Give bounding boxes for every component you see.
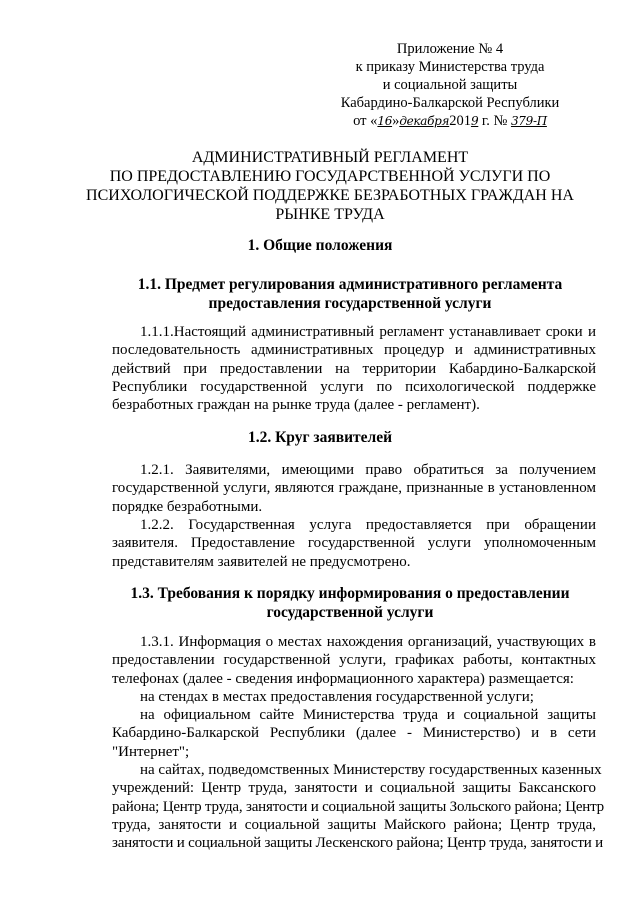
title-line: ПСИХОЛОГИЧЕСКОЙ ПОДДЕРЖКЕ БЕЗРАБОТНЫХ ГРАЖДАН НА bbox=[86, 187, 574, 204]
paragraph-1-1-1: 1.1.1.Настоящий административный регламент устанавливает сроки и последовательность административных процедур и административных действий при предоставлении на территории Кабардино-Балкарской Республики государственной услуги по психологической поддержке безработных граждан на рынке труда (далее - регламент). bbox=[112, 324, 596, 414]
appendix-line: и социальной защиты bbox=[382, 77, 518, 93]
paragraph-1-3-1: 1.3.1. Информация о местах нахождения организаций, участвующих в предоставлении государственной услуги, графиках работы, контактных телефонах (далее - сведения информационного характера) размещается: на стендах в местах предоставления государственной услуги; на официальном сайте Министерства труда и социальной защиты Кабардино-Балкарской Республики (далее - Министерство) и в сети "Интернет"; на сайтах, подведомственных Министерству государственных казенных учреждений: Центр труда, занятости и социальной защиты Баксанского района; Центр труда, занятости и социальной защиты Зольского района; Центр труда, занятости и социальной защиты Майского района; Центр труда, занятости и социальной защиты Лескенского района; Центр труда, занятости и bbox=[112, 634, 604, 852]
appendix-date-line bbox=[330, 112, 570, 130]
date-suffix: г. № bbox=[478, 113, 511, 129]
date-year-start: 201 bbox=[449, 113, 471, 129]
paragraph-1-2-2: 1.2.2. Государственная услуга предоставляется при обращении заявителя. Предоставление государственной услуги уполномоченным представителям заявителей не предусмотрено. bbox=[112, 517, 596, 570]
title-line: ПО ПРЕДОСТАВЛЕНИЮ ГОСУДАРСТВЕННОЙ УСЛУГИ ПО bbox=[109, 168, 551, 185]
paragraph-1-2-1: 1.2.1. Заявителями, имеющими право обратиться за получением государственной услуги, являются граждане, признанные в установленном порядке безработными. bbox=[112, 462, 596, 515]
title-line: АДМИНИСТРАТИВНЫЙ РЕГЛАМЕНТ bbox=[191, 149, 469, 166]
date-year-end: 9 bbox=[470, 114, 479, 128]
appendix-line: Кабардино-Балкарской Республики bbox=[340, 95, 560, 111]
section-heading-1-2: 1.2. Круг заявителей bbox=[247, 429, 393, 446]
document-title bbox=[60, 148, 600, 224]
section-heading-1-1: 1.1. Предмет регулирования административного регламента предоставления государственной услуги bbox=[137, 276, 563, 312]
section-heading-1: 1. Общие положения bbox=[247, 237, 393, 254]
date-mid: » bbox=[392, 113, 400, 129]
appendix-line: Приложение № 4 bbox=[396, 41, 504, 57]
date-month: декабря bbox=[399, 114, 450, 128]
date-prefix: от « bbox=[353, 113, 378, 129]
appendix-line: к приказу Министерства труда bbox=[355, 59, 545, 75]
section-heading-1-3: 1.3. Требования к порядку информирования о предоставлении государственной услуги bbox=[130, 585, 570, 621]
appendix-block bbox=[330, 40, 570, 130]
order-number: 379-П bbox=[510, 114, 547, 128]
date-day: 16 bbox=[377, 114, 393, 128]
title-line: РЫНКЕ ТРУДА bbox=[275, 206, 385, 223]
